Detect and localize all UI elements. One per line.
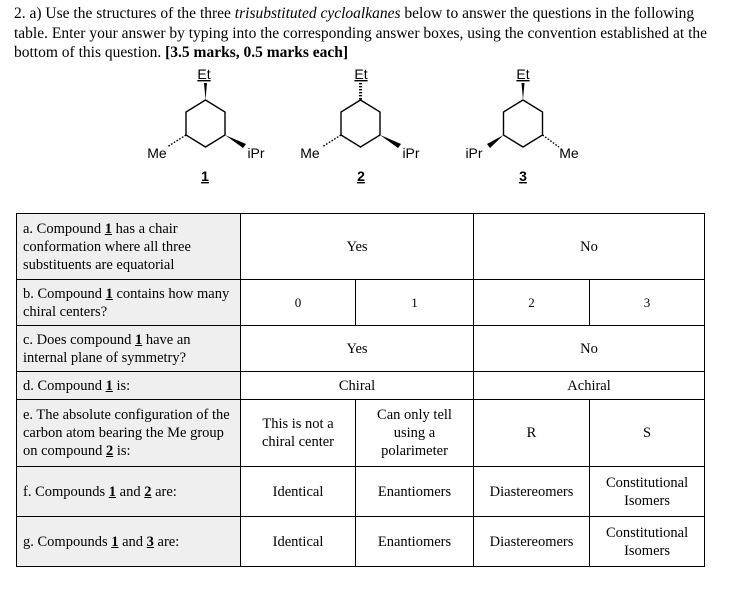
answer-g-diastereomers[interactable]: Diastereomers [474,517,590,567]
answer-e-r[interactable]: R [474,400,590,467]
table-row-e [17,400,705,467]
question-b: b. Compound 1 contains how many chiral centers? [17,280,241,326]
structure-3-wedge-top [522,83,525,100]
answer-table [16,213,705,567]
table-row-f [17,467,705,517]
structure-3-ring [504,100,543,147]
question-c: c. Does compound 1 have an internal plane of symmetry? [17,326,241,372]
answer-b-2[interactable]: 2 [474,280,590,326]
structure-1-right-label: iPr [247,145,265,161]
structure-3-bond-right [543,135,560,147]
structure-3-right-label: Me [559,145,579,161]
answer-e-s[interactable]: S [590,400,705,467]
structure-1 [147,66,265,184]
structure-2-top-label: Et [354,66,368,82]
structure-1-top-label: Et [197,66,211,82]
structure-2-number: 2 [357,168,365,184]
structure-3 [465,66,578,184]
structure-2-left-label: Me [300,145,320,161]
structure-2-right-label: iPr [402,145,420,161]
answer-f-constitutional[interactable]: Constitutional Isomers [590,467,705,517]
answer-g-constitutional[interactable]: Constitutional Isomers [590,517,705,567]
answer-b-3[interactable]: 3 [590,280,705,326]
structure-2-ring [341,100,380,147]
answer-g-enantiomers[interactable]: Enantiomers [356,517,474,567]
question-intro-rest: below to answer the questions in the following table. Enter your answer by typing into the corresponding answer boxes, using the convention established at the bottom of this question. [14,5,708,61]
answer-e-not-chiral[interactable]: This is not a chiral center [241,400,356,467]
answer-d-achiral[interactable]: Achiral [474,372,705,400]
question-e: e. The absolute configuration of the carbon atom bearing the Me group on compound 2 is: [17,400,241,467]
answer-a-yes[interactable]: Yes [241,214,474,280]
structure-1-left-label: Me [147,145,167,161]
table-row-a [17,214,705,280]
structure-1-bond-left [167,135,186,147]
structure-2 [300,66,420,184]
question-g: g. Compounds 1 and 3 are: [17,517,241,567]
answer-f-diastereomers[interactable]: Diastereomers [474,467,590,517]
question-intro-italic: trisubstituted cycloalkanes [234,5,401,22]
answer-b-0[interactable]: 0 [241,280,356,326]
table-row-d [17,372,705,400]
structure-2-bond-left [322,135,341,147]
structure-3-number: 3 [519,168,527,184]
answer-c-yes[interactable]: Yes [241,326,474,372]
answer-g-identical[interactable]: Identical [241,517,356,567]
question-marks: [3.5 marks, 0.5 marks each] [165,44,349,61]
answer-a-no[interactable]: No [474,214,705,280]
structures-figure [0,62,735,192]
structure-1-number: 1 [201,168,209,184]
question-a: a. Compound 1 has a chair conformation where all three substituents are equatorial [17,214,241,280]
structure-2-wedge-right [380,135,401,148]
table-row-b [17,280,705,326]
table-row-c [17,326,705,372]
structure-1-wedge-right [225,135,246,148]
structure-3-left-label: iPr [465,145,483,161]
structure-1-ring [186,100,225,147]
question-d: d. Compound 1 is: [17,372,241,400]
answer-d-chiral[interactable]: Chiral [241,372,474,400]
structure-3-wedge-left [487,135,504,148]
answer-b-1[interactable]: 1 [356,280,474,326]
answer-c-no[interactable]: No [474,326,705,372]
table-row-g [17,517,705,567]
structure-1-wedge-top [204,83,207,100]
question-intro: 2. a) Use the structures of the three [14,5,235,22]
question-text [14,4,726,63]
answer-f-identical[interactable]: Identical [241,467,356,517]
answer-f-enantiomers[interactable]: Enantiomers [356,467,474,517]
answer-e-polarimeter[interactable]: Can only tell using a polarimeter [356,400,474,467]
question-f: f. Compounds 1 and 2 are: [17,467,241,517]
structure-3-top-label: Et [516,66,530,82]
